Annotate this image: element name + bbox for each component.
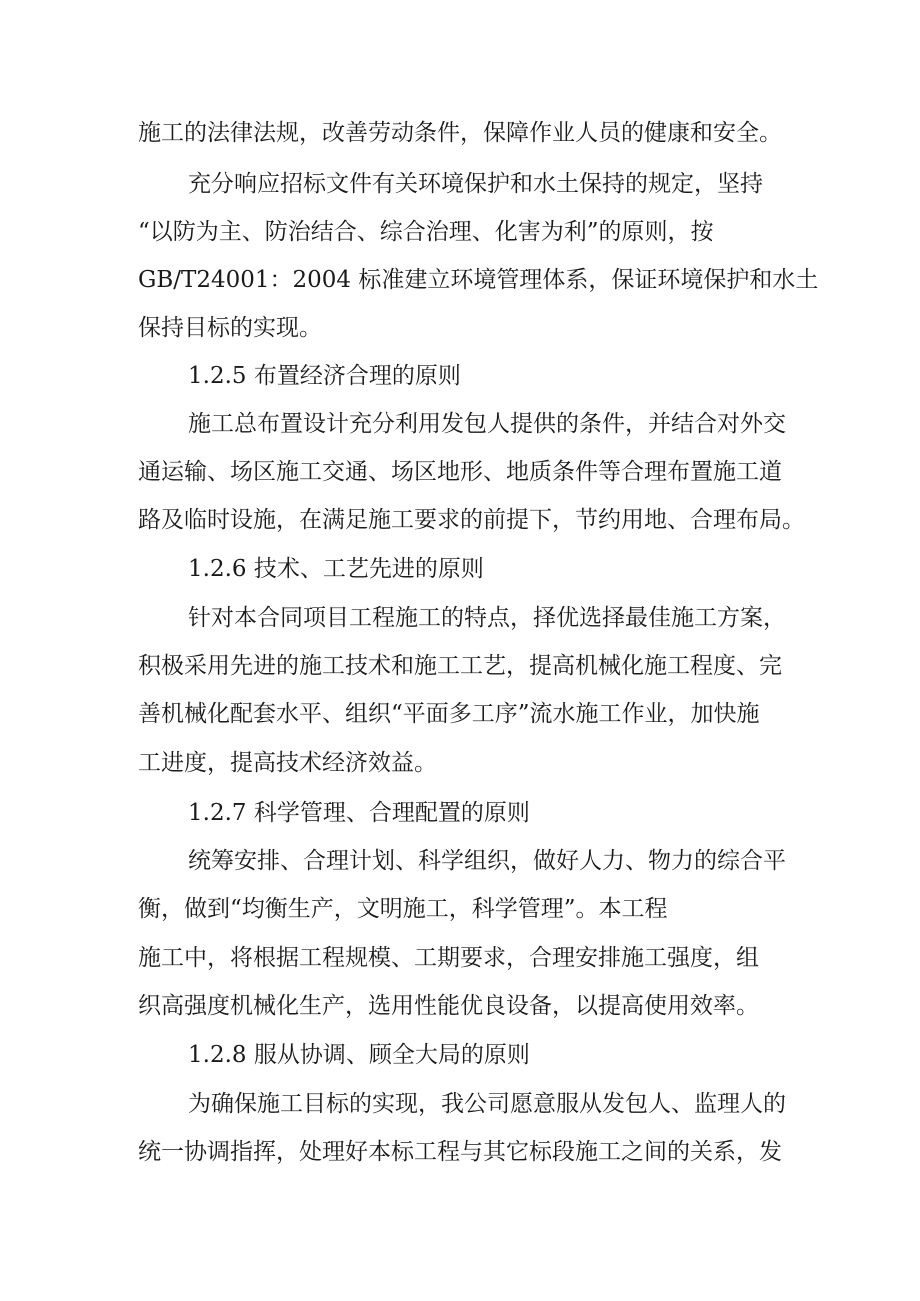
paragraph-line: 充分响应招标文件有关环境保护和水土保持的规定，坚持 — [188, 171, 763, 197]
section-heading: 1.2.7 科学管理、合理配置的原则 — [188, 800, 530, 826]
paragraph-line: 工进度，提高技术经济效益。 — [138, 750, 437, 776]
paragraph-line: 积极采用先进的施工技术和施工工艺，提高机械化施工程度、完 — [138, 653, 782, 679]
paragraph-line: 施工中，将根据工程规模、工期要求，合理安排施工强度，组 — [138, 945, 759, 971]
paragraph-line: 统筹安排、合理计划、科学组织，做好人力、物力的综合平 — [188, 848, 786, 874]
section-heading: 1.2.8 服从协调、顾全大局的原则 — [188, 1042, 530, 1068]
paragraph-line: 施工总布置设计充分利用发包人提供的条件，并结合对外交 — [188, 411, 786, 437]
paragraph-line: “以防为主、防治结合、综合治理、化害为利”的原则，按 — [138, 219, 714, 245]
paragraph-line: 施工的法律法规，改善劳动条件，保障作业人员的健康和安全。 — [138, 120, 782, 146]
paragraph-line: GB/T24001：2004 标准建立环境管理体系，保证环境保护和水土 — [138, 267, 819, 293]
paragraph-line: 保持目标的实现。 — [138, 315, 322, 341]
paragraph-line: 织高强度机械化生产，选用性能优良设备，以提高使用效率。 — [138, 993, 759, 1019]
paragraph-line: 路及临时设施，在满足施工要求的前提下，节约用地、合理布局。 — [138, 507, 805, 533]
paragraph-line: 通运输、场区施工交通、场区地形、地质条件等合理布置施工道 — [138, 459, 782, 485]
section-heading: 1.2.6 技术、工艺先进的原则 — [188, 556, 484, 582]
paragraph-line: 为确保施工目标的实现，我公司愿意服从发包人、监理人的 — [188, 1091, 786, 1117]
paragraph-line: 针对本合同项目工程施工的特点，择优选择最佳施工方案， — [188, 605, 786, 631]
paragraph-line: 善机械化配套水平、组织“平面多工序”流水施工作业，加快施 — [138, 701, 760, 727]
paragraph-line: 衡，做到“均衡生产，文明施工，科学管理”。本工程 — [138, 896, 668, 922]
section-heading: 1.2.5 布置经济合理的原则 — [188, 363, 461, 389]
paragraph-line: 统一协调指挥，处理好本标工程与其它标段施工之间的关系，发 — [138, 1139, 782, 1165]
